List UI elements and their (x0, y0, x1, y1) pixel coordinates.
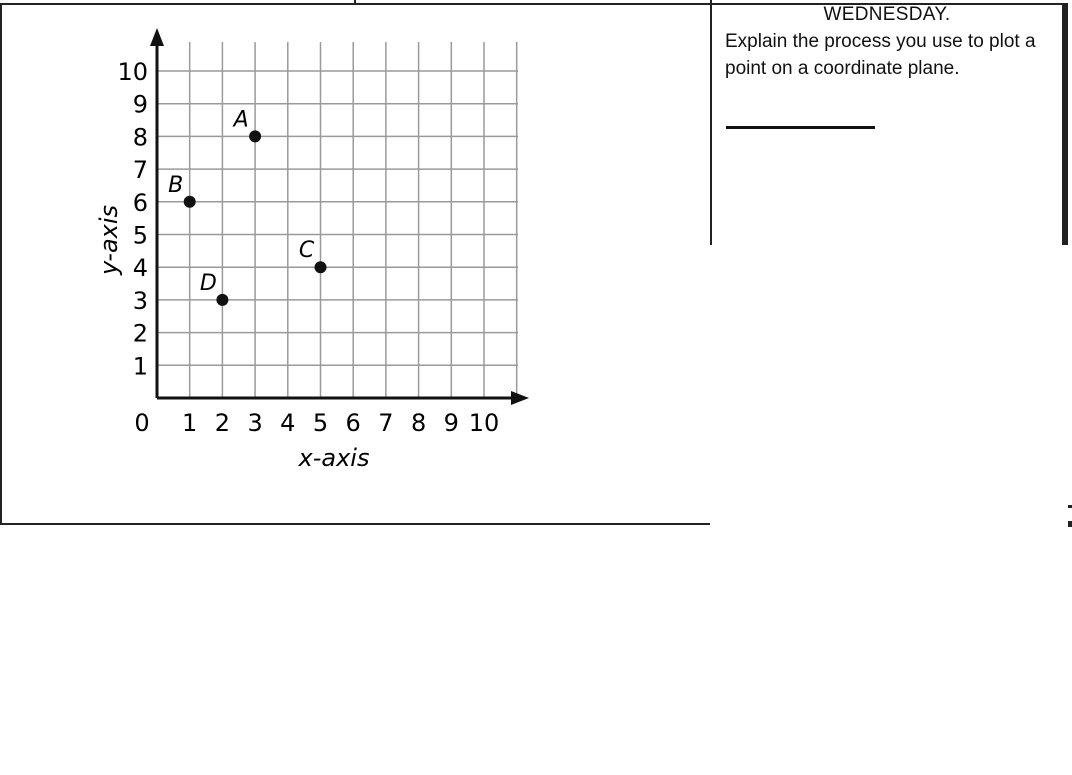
y-tick-label: 5 (132, 221, 148, 250)
x-tick-label: 7 (378, 409, 394, 437)
y-tick-label: 1 (132, 352, 148, 381)
axes (150, 28, 529, 405)
x-tick-label: 1 (182, 409, 198, 437)
data-points (168, 107, 326, 306)
y-axis-label: y-axis (95, 204, 123, 276)
x-tick-label: 9 (443, 409, 459, 437)
y-tick-label: 6 (132, 188, 148, 217)
data-point-b (184, 196, 196, 208)
x-axis-arrow-icon (511, 391, 529, 405)
y-tick-label: 2 (132, 319, 148, 348)
data-point-d (216, 294, 228, 306)
right-thick-border (1062, 3, 1068, 245)
question-prompt: Explain the process you use to plot a point on a coordinate plane. (725, 31, 1036, 79)
x-tick-label: 8 (410, 409, 427, 437)
day-title: WEDNESDAY. (823, 4, 951, 25)
data-point-a (249, 130, 261, 142)
y-tick-label: 10 (117, 58, 148, 86)
y-tick-label: 8 (132, 123, 148, 152)
x-tick-label: 0 (134, 409, 150, 437)
y-tick-label: 7 (132, 156, 148, 185)
y-tick-label: 4 (132, 254, 148, 283)
point-label-b: B (168, 172, 184, 198)
point-label-d: D (199, 270, 217, 296)
answer-line (726, 126, 875, 129)
x-tick-label: 10 (468, 409, 500, 437)
y-axis-arrow-icon (150, 28, 164, 46)
coordinate-plane (0, 0, 712, 520)
x-tick-label: 2 (214, 409, 231, 437)
x-tick-label: 5 (312, 409, 329, 437)
y-tick-label: 3 (132, 286, 148, 315)
point-label-c: C (298, 238, 315, 264)
x-tick-label: 4 (280, 409, 296, 437)
x-axis-label: x-axis (298, 444, 370, 472)
table-bottom-border (0, 523, 712, 525)
x-tick-label: 3 (247, 409, 263, 437)
wednesday-panel (712, 4, 1062, 82)
x-tick-label: 6 (345, 409, 361, 437)
point-label-a: A (233, 107, 249, 133)
grid-lines (157, 42, 518, 398)
data-point-c (315, 261, 327, 273)
blank-answer-area[interactable] (710, 245, 1068, 530)
y-tick-label: 9 (132, 90, 148, 119)
